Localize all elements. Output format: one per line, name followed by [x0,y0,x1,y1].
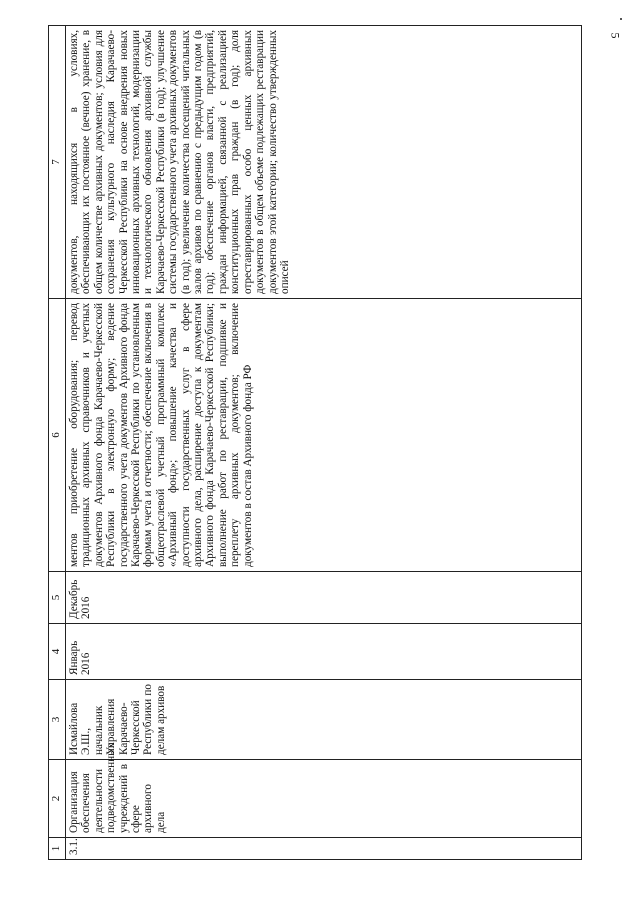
rotated-table-container [48,26,582,860]
start-date: Январь 2016 [66,624,582,680]
page-number: 5 [608,32,623,39]
responsible-person [66,680,582,760]
activities-cell [66,299,582,572]
item-number: 3.1. [66,838,582,860]
activities-text: ментов приобретение оборудования; перевод традиционных архивных справочников и учетных документов Архивного фонда Карачаево-Черкесской Республики в электронную форму; ведение государственного учета документов Архивного фонда Карачаево-Черкесской Республики по установленным формам учета и отчетности; обеспечение включения в общеотраслевой учетный программный комплекс «Архивный фонд»; повышение качества и доступности государственных услуг в сфере архивного дела, расширение доступа к документам Архивного фонда Карачаево-Черкесской Республики; выполнение работ по реставрации, подшивке и переплету архивных документов; включение документов в состав Архивного фонда РФ [68,303,254,567]
col-header-6: 6 [49,299,66,572]
col-header-3: 3 [49,680,66,760]
program-table [48,25,582,860]
scan-speck [620,18,622,20]
results-text: документов, находящихся в условиях, обеспечивающих их постоянное (вечное) хранение, в общем количестве архивных документов; условия для сохранения культурного наследия Карачаево-Черкесской Республики на основе внедрения новых инновационных архивных технологий, модернизации и технологического обновления архивной службы Карачаево-Черкесской Республики (в год); улучшение системы государственного учета архивных документов (в год); увеличение количества посещений читальных залов архивов по сравнению с предыдущим годом (в год); обеспечение органов власти, предприятий, граждан информацией, связанной с реализацией конституционных прав граждан (в год); доля отреставрированных особо ценных архивных документов в общем объеме подлежащих реставрации документов этой категории; количество утвержденных описей [68,30,291,294]
col-header-7: 7 [49,26,66,299]
table-orientation-wrapper [48,26,582,860]
results-cell [66,26,582,299]
column-number-row [49,26,66,860]
end-date: Декабрь 2016 [66,572,582,624]
col-header-5: 5 [49,572,66,624]
col-header-2: 2 [49,760,66,838]
col-header-4: 4 [49,624,66,680]
task-text: Организация обеспечения деятельности подведомственных учреждений в сфере архивного дела [68,742,167,833]
table-row [66,26,582,860]
task-description [66,742,582,838]
responsible-text: Исмайлова Э.Ш., начальник Управления Карачаево-Черкесской Республики по делам архивов [68,684,167,755]
col-header-1: 1 [49,838,66,860]
